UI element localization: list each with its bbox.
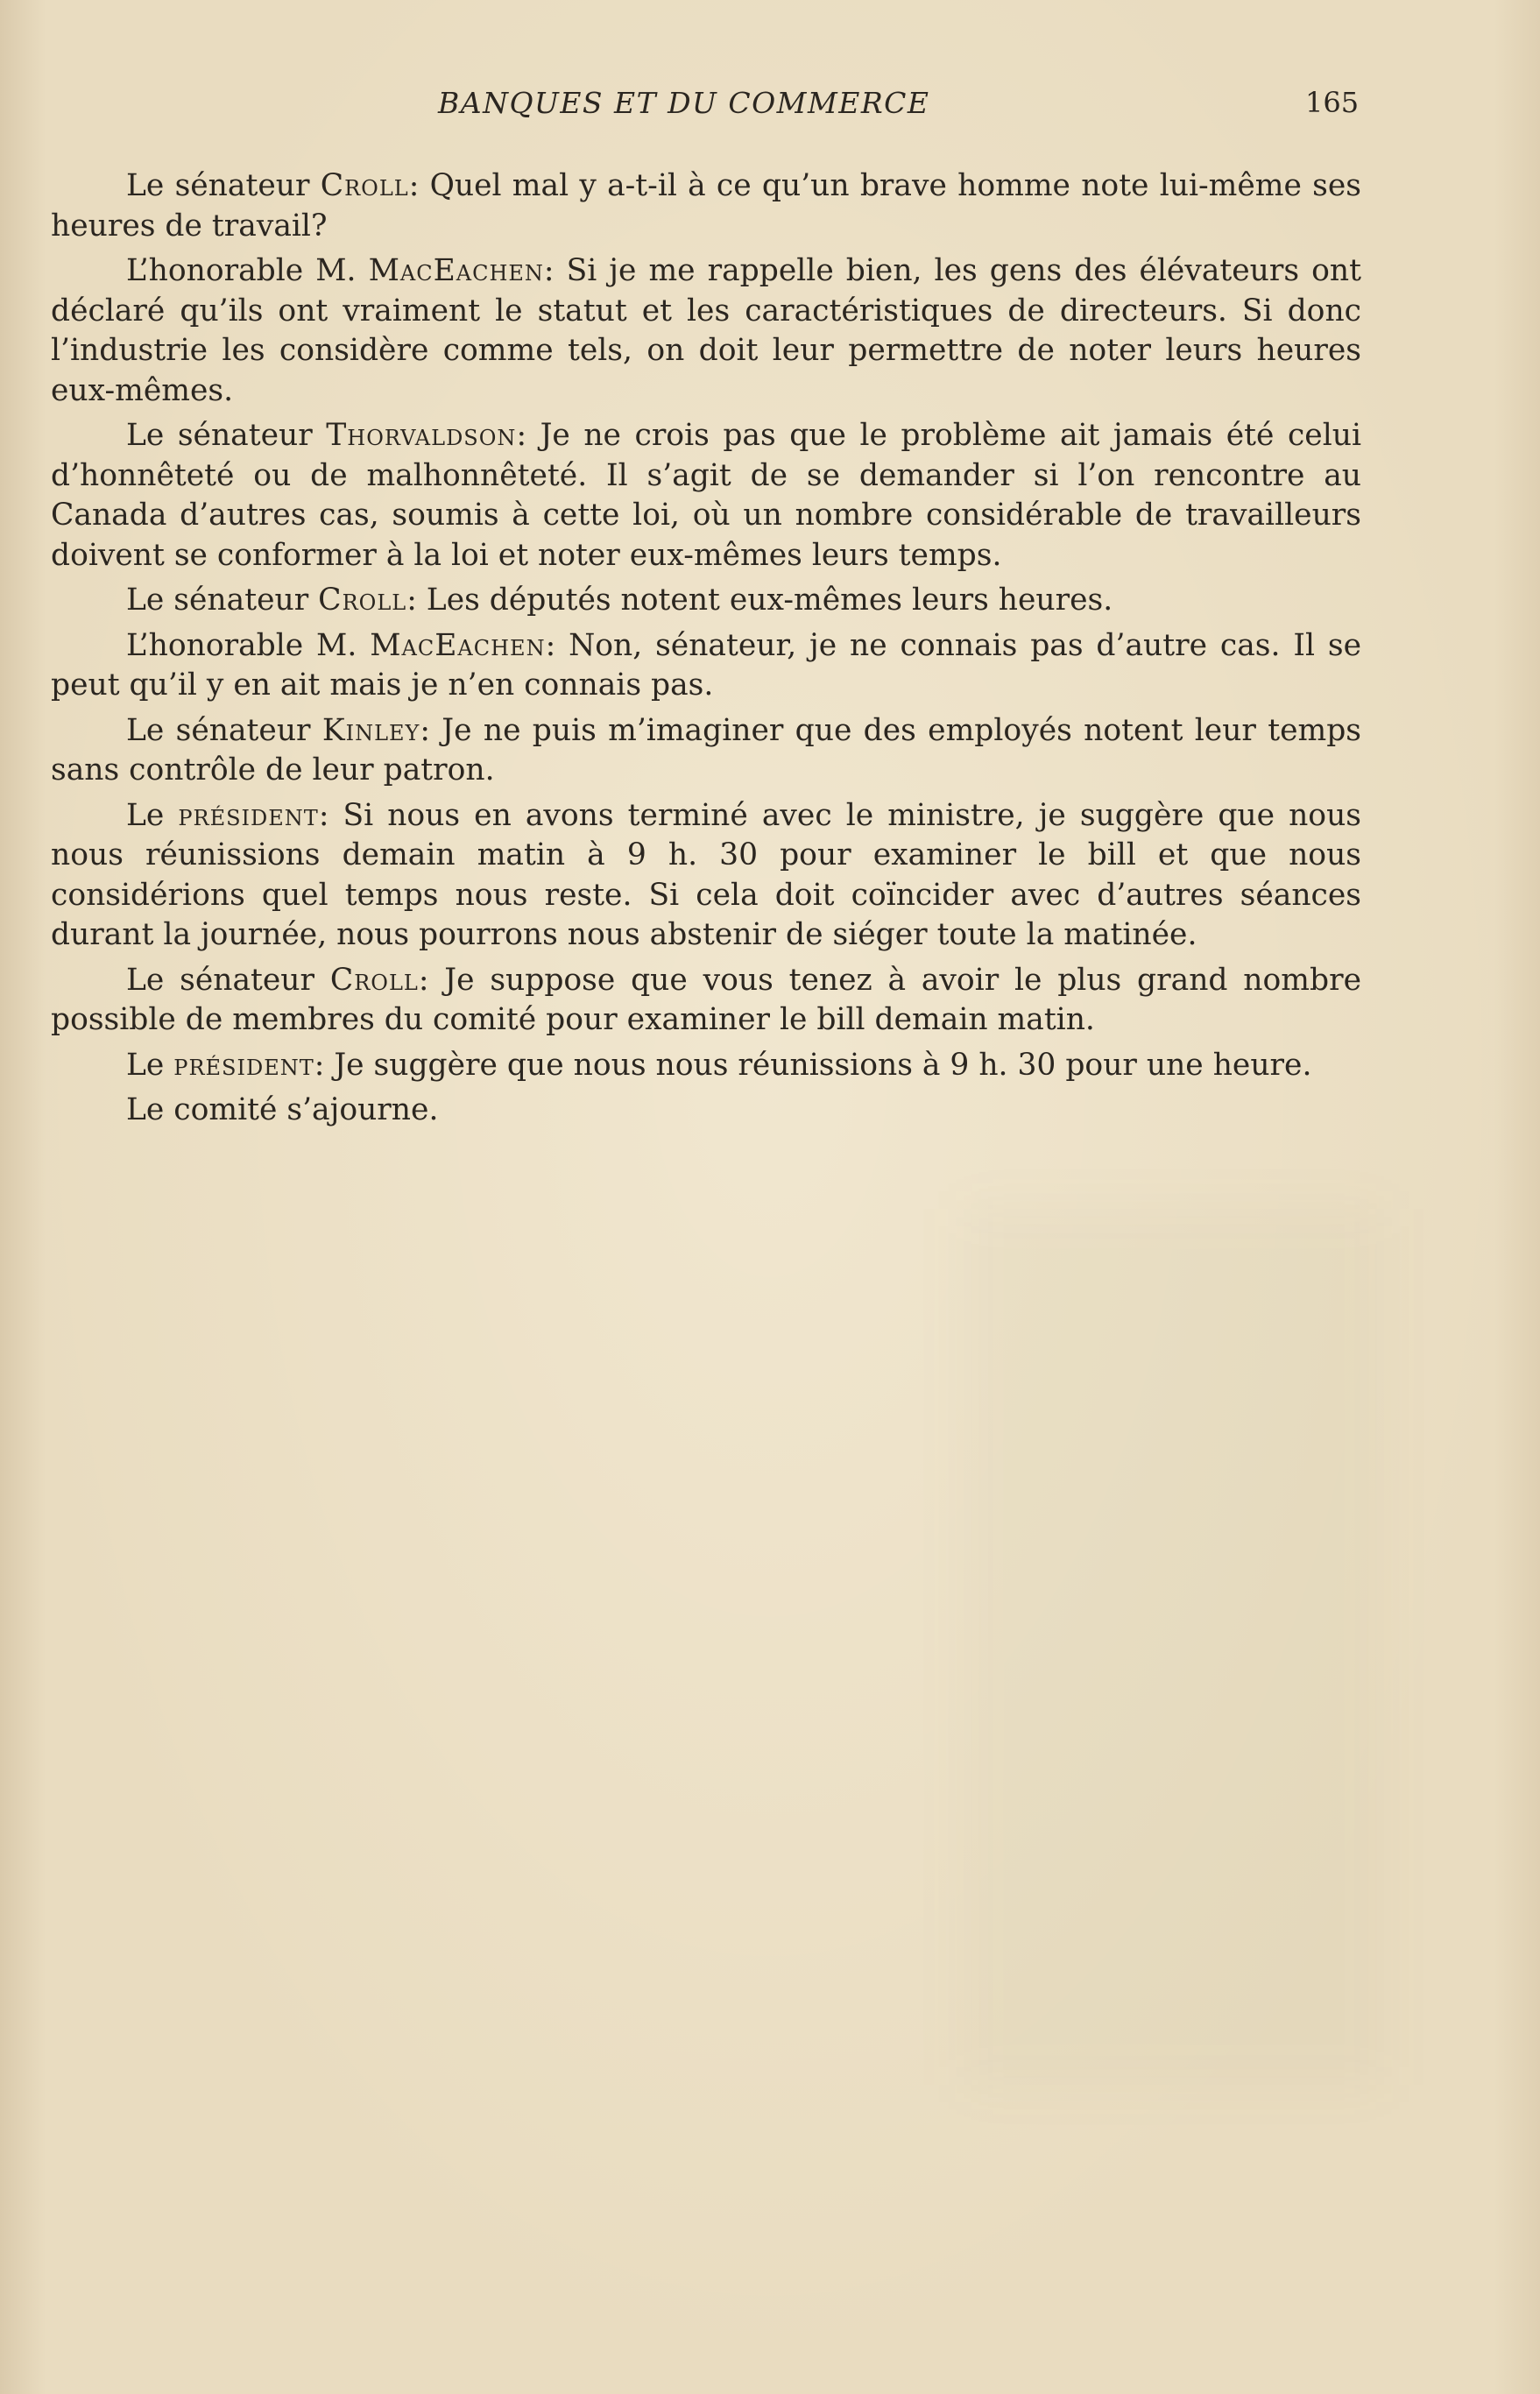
paragraph (51, 581, 1361, 621)
speaker-name: Croll (320, 168, 409, 203)
paragraph (51, 416, 1361, 576)
page-number: 165 (1305, 86, 1360, 119)
speaker-name: président (178, 797, 319, 833)
paragraph-text: : Les députés notent eux-mêmes leurs heures. (406, 583, 1113, 618)
paragraph (51, 961, 1361, 1041)
bleed-through-shadow (964, 1209, 1384, 2085)
speaker-name: Kinley (321, 712, 420, 748)
paragraph (51, 251, 1361, 411)
speaker-name: Croll (318, 583, 407, 618)
speaker-name: MacEachen (370, 627, 546, 663)
paragraph (51, 796, 1361, 956)
paragraph (51, 166, 1361, 246)
speaker-prefix: Le sénateur (126, 712, 322, 748)
speaker-name: Thorvaldson (326, 418, 517, 453)
paragraph-text: : Quel mal y a-t-il à ce qu’un brave homme note lui-même ses heures de travail? (51, 168, 1361, 244)
speaker-prefix: Le (126, 797, 179, 833)
speaker-name: Croll (329, 962, 419, 998)
paragraph (51, 626, 1361, 706)
paragraph (51, 711, 1361, 791)
speaker-prefix: Le sénateur (126, 168, 321, 203)
speaker-name: MacEachen (368, 253, 544, 288)
paragraph-text: : Non, sénateur, je ne connais pas d’autre cas. Il se peut qu’il y en ait mais je n’en connais pas. (51, 627, 1361, 703)
closing-line: Le comité s’ajourne. (126, 1092, 439, 1127)
running-header (0, 86, 1540, 130)
speaker-prefix: Le sénateur (126, 418, 327, 453)
body-text (51, 166, 1361, 1136)
speaker-prefix: Le (126, 1047, 174, 1083)
speaker-name: président (173, 1047, 314, 1083)
paragraph-text: : Si nous en avons terminé avec le ministre, je suggère que nous nous réunissions demain matin à 9 h. 30 pour examiner le bill et que nous considérions quel temps nous reste. Si cela doit coïncider avec d’autres séances durant la journée, nous pourrons nous abstenir de siéger toute la matinée. (51, 797, 1361, 952)
paragraph-text: : Je suppose que vous tenez à avoir le plus grand nombre possible de membres du comité pour examiner le bill demain matin. (51, 962, 1361, 1037)
paragraph (51, 1046, 1361, 1086)
speaker-prefix: L’honorable M. (126, 627, 371, 663)
paragraph-text: : Je suggère que nous nous réunissions à 9 h. 30 pour une heure. (314, 1047, 1312, 1083)
paragraph-text: : Je ne puis m’imaginer que des employés notent leur temps sans contrôle de leur patron. (51, 712, 1361, 787)
speaker-prefix: L’honorable M. (126, 253, 369, 288)
paragraph-text: : Je ne crois pas que le problème ait jamais été celui d’honnêteté ou de malhonnêteté. Il s’agit de se demander si l’on rencontre au Canada d’autres cas, soumis à cette loi, où un nombre considérable de travailleurs doivent se conformer à la loi et noter eux-mêmes leurs temps. (51, 418, 1361, 573)
running-title: BANQUES ET DU COMMERCE (438, 86, 930, 120)
speaker-prefix: Le sénateur (126, 962, 330, 998)
paragraph-text: : Si je me rappelle bien, les gens des élévateurs ont déclaré qu’ils ont vraiment le statut et les caractéristiques de directeurs. Si donc l’industrie les considère comme tels, on doit leur permettre de noter leurs heures eux-mêmes. (51, 253, 1361, 408)
speaker-prefix: Le sénateur (126, 583, 319, 618)
